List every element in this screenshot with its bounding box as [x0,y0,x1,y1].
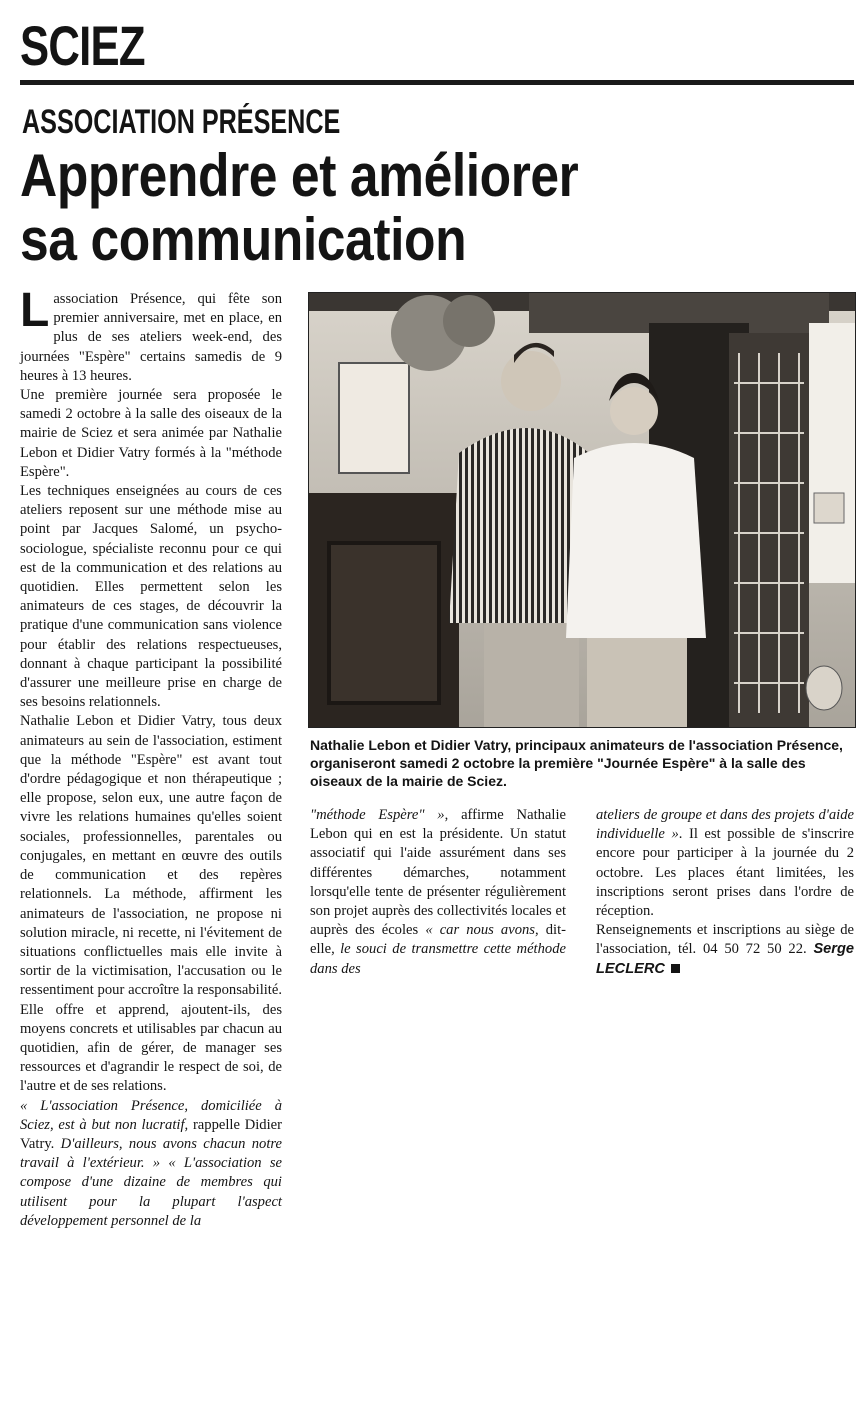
article-column-left [20,284,282,1231]
headline-line-1: Apprendre et améliorer [20,142,579,209]
article-headline [20,144,578,272]
photo-illustration [309,293,855,727]
paragraph-method: Nathalie Lebon et Didier Vatry, tous deux animateurs au sein de l'association, estiment que la méthode "Espère" est avant tout d'ordre pédagogique et non thérapeutique ; elle propose, selon eux, une autre façon de vivre les relations humaines qu'elles soient sociales, professionnelles, parentales ou conjugales, en mettant en œuvre des outils de communication et des repères relationnels. La méthode, affirment les animateurs de l'association, ne propose ni solution miracle, ni recette, ni l'évitement de situations conflictuelles mais elle invite à sortir de la victimisation, l'accusation ou le ressentiment pour accroître la responsabilité. Elle offre et apprend, ajoutent-ils, des moyens concrets et utilisables par chacun au quotidien, afin de gérer, de manager ses ressources et d'agrandir le respect de soi, de l'autre et de ses relations. [20,713,282,1095]
paragraph-techniques: Les techniques enseignées au cours de ces ateliers reposent sur une méthode mise au point par Jacques Salomé, un psycho-sociologue, spécialiste reconnu pour ce qui est de la communication et des relations au quotidien. Elles permettent selon les animateurs de ces stages, de découvrir la pratique d'une communication sans violence pour établir des relations respectueuses, donnant à chaque participant la possibilité d'assurer une meilleure prise en charge de ses besoins relationnels. [20,483,282,711]
paragraph-first-day: Une première journée sera proposée le samedi 2 octobre à la salle des oiseaux de la mairie de Sciez et sera animée par Nathalie Lebon et Didier Vatry formés à la "méthode Espère". [20,387,282,480]
paragraph-registration [596,806,854,921]
article-column-middle [310,806,566,979]
mid-italic-1: « car nous avons [425,922,535,939]
article-kicker: ASSOCIATION PRÉSENCE [22,103,341,141]
article-column-right [596,806,854,979]
section-title: SCIEZ [20,14,145,77]
mid-italic-open: "méthode Espère" » [310,807,445,823]
paragraph-quote [20,1097,282,1231]
right-italic: ateliers de groupe et dans des projets d'aide individuelle » [596,807,854,843]
section-rule [20,80,854,85]
paragraph-intro [20,284,282,386]
paragraph-contact [596,921,854,979]
end-mark-icon [671,964,680,973]
paragraph-intro-text: association Présence, qui fête son premier anniversaire, met en place, en plus de ses ateliers week-end, des journées "Espère" certains samedis de 9 heures à 13 heures. [20,291,282,384]
right-text-1: . Il est possible de s'inscrire encore pour participer à la journée du 2 octobre. Les places étant limitées, les inscriptions seront prises dans l'ordre de réception. [596,826,854,920]
headline-line-2: sa communication [20,206,467,273]
author-signature: Serge LECLERC [596,941,855,977]
mid-text-1: , affirme Nathalie Lebon qui en est la présidente. Un statut associatif qui l'aide assurément dans ses différentes démarches, notamment lorsqu'elle tente de présenter régulièrement son projet auprès des collectivités locales et auprès des écoles [310,807,566,939]
contact-text: Renseignements et inscriptions au siège de l'association, tél. 04 50 72 50 22. [596,922,854,958]
mid-text-2: , dit-elle, [310,922,566,958]
quote-attribution: rappelle Didier Vatry. [20,1116,282,1152]
article-photo [308,292,856,728]
quote-members: D'ailleurs, nous avons chacun notre travail à l'extérieur. » « L'association se compose d'une dizaine de membres qui utilisent pour la plupart l'aspect développement personnel de la [20,1135,282,1229]
drop-cap: L [20,284,50,337]
photo-caption: Nathalie Lebon et Didier Vatry, principaux animateurs de l'association Présence, organiseront samedi 2 octobre la première "Journée Espère" à la salle des oiseaux de la mairie de Sciez. [310,737,843,789]
paragraph-president [310,806,566,979]
mid-italic-2: le souci de transmettre cette méthode dans des [310,941,566,977]
quote-association: « L'association Présence, domiciliée à Sciez, est à but non lucratif, [20,1097,282,1133]
